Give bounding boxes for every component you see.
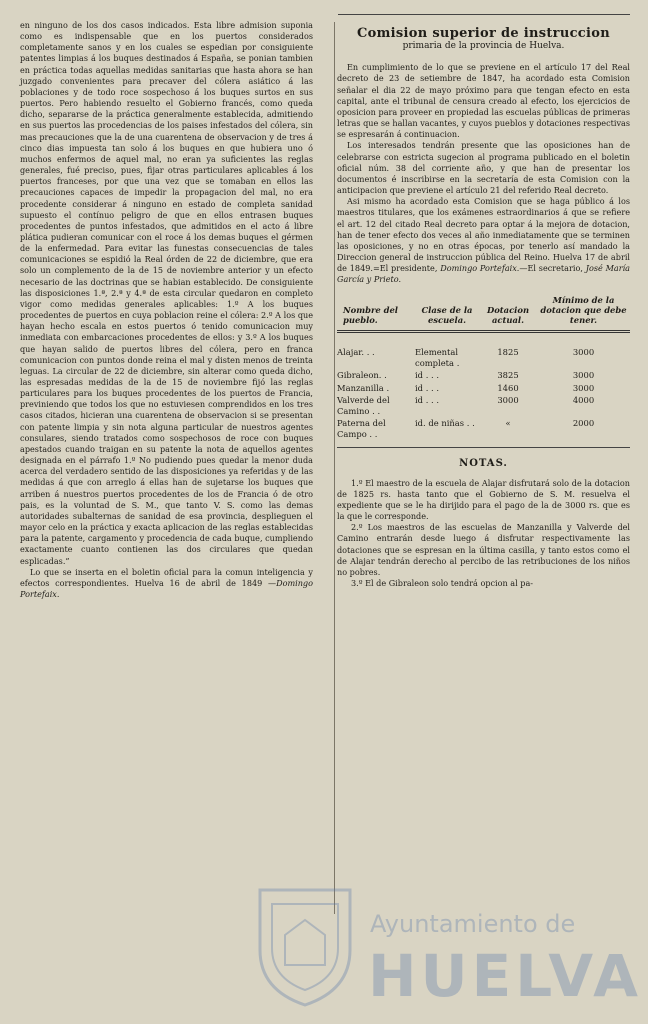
section-subtitle: primaria de la provincia de Huelva. [402, 41, 565, 52]
cell-dotacion: 1460 [497, 382, 519, 393]
column-divider [334, 22, 335, 914]
right-paragraph-1: En cumplimiento de lo que se previene en el artículo 17 del Real decreto de 23 de setiembre de 1847, ha acordado esta Comision señalar el dia 22 de mayo próximo para que tengan efecto en esta capital, ante el tribunal de censura creado al efecto, los ejercicios de oposicion para proveer en propiedad las escuelas públicas de primeras letras que se hallan vacantes, y cuyos pueblos y dotaciones respectivas se espresarán á continuacion. [337, 62, 630, 140]
cell-clase: Elemental completa . [415, 347, 460, 368]
cell-pueblo: Alajar. . . [337, 347, 375, 358]
header-minimo: Mínimo de la dotacion que debe tener. [540, 295, 627, 326]
cell-pueblo: Manzanilla . [337, 382, 390, 393]
cell-dotacion: 1825 [497, 347, 519, 358]
cell-clase: id . . . [415, 370, 440, 381]
top-rule [338, 14, 630, 15]
cell-minimo: 3000 [572, 347, 595, 358]
left-paragraph-1: en ninguno de los dos casos indicados. Esta libre admision suponia como es indispensable que en los puertos considerados completamente sanos y en los cuales se espedian por consiguiente patentes limpias á los buques destinados á España, se ponian tambien en práctica todas aquellas medidas sanitarias que hasta ahora se han juzgado convenientes para precaver del cólera asiático á las poblaciones y de todo roce sospechoso á los buques surtos en sus puertos. Pero habiendo resuelto el Gobierno francés, como queda dicho, separarse de la práctica generalmente establecida, admitiendo en sus puertos las procedencias de los paises infestados del cólera, sin mas precauciones que la de una cuarentena de observacion y de tres á cinco dias impuesta tan solo á los buques en que hubiera uno ó muchos enfermos de aquel mal, no eran ya suficientes las reglas generales, fué preciso, pues, fijar otras particulares aplicables á los puertos franceses, por que una vez que se tomaban en ellos las precauciones capaces de impedir la propagacion del mal, no era procedente considerar á ninguno en estado de completa sanidad supuesto el contínuo peligro de que en ellos entrasen buques procedentes de puntos infestados, que admitidos en el acto á libre plática pudieran comunicar con el roce á los demas buques el gérmen de la enfermedad. Para evitar las funestas consecuencias de tales comunicaciones se espidió la Real órden de 22 de diciembre, que era solo un complemento de la de 15 de noviembre anterior y un efecto necesario de las doctrinas que se habian establecido. De consiguiente las disposiciones 1.ª, 2.ª y 4.ª de esta circular quedaron en completo vigor como medidas generales aplicables: 1.º A los buques procedentes de puertos en cuya poblacion reine el cólera: 2.º A los que hayan hecho escala en estos puertos ó tenido comunicacion muy inmediata con embarcaciones procedentes de ellos: y 3.º A los buques que hayan salido de puertos libres del cólera, pero en franca comunicacion con puntos donde reina el mal y disten menos de treinta leguas. La circular de 22 de diciembre, sin alterar como queda dicho, las espresadas medidas de la de 15 de noviembre fijó las reglas particulares para los buques procedentes de los puertos de Francia, previniendo que todos los que no estuviesen comprendidos en los tres casos citados, hicieran una cuarentena de observacion si se presentan con patente limpia y sin nota alguna particular de nuestros agentes consulares, siendo tratados como sospechosos de roce con buques apestados cuando traigan en su patente la nota de aquellos agentes designada en el párrafo 1.º No pudiendo pues quedar la menor duda acerca del verdadero sentido de las disposiciones ya referidas y de las medidas á que con arreglo á ellas han de sujetarse los buques que arriben á nuestros puertos procedentes de los de Francia ó de otro pais, es la voluntad de S. M., que tanto V. S. como las demas autoridades subalternas de sanidad de esa provincia, desplieguen el mayor celo en la práctica y exacta aplicacion de las reglas establecidas para la patente, cargamento y procedencia de cada buque, cumpliendo exactamente cuanto contienen las dos circulares que quedan esplicadas.” [20, 20, 313, 566]
left-column [18, 20, 313, 1024]
watermark-line1: Ayuntamiento de [370, 910, 576, 938]
vacancies-table [337, 295, 630, 448]
cell-minimo: 4000 [572, 395, 595, 406]
cell-pueblo: Paterna del Campo . . [337, 418, 386, 439]
table-row [337, 395, 630, 416]
notes-heading: NOTAS. [459, 458, 508, 470]
cell-dotacion: 3000 [497, 395, 519, 406]
cell-dotacion: 3825 [497, 370, 519, 381]
header-clase: Clase de la escuela. [421, 305, 473, 326]
table-body [337, 333, 630, 448]
cell-minimo: 3000 [572, 382, 595, 393]
table-row [337, 347, 630, 368]
table-header [337, 295, 630, 333]
note-item: 3.º El de Gibraleon solo tendrá opcion al pa- [351, 578, 534, 588]
left-signature: Domingo Portefaix. [20, 577, 313, 599]
note-item: 2.º Los maestros de las escuelas de Manzanilla y Valverde del Camino entrarán desde luego á disfrutar respectivamente las dotaciones que se espresan en la última casilla, y tanto estos como el de Alajar tendrán derecho al percibo de las retribuciones de los niños no pobres. [337, 522, 630, 577]
header-dotacion: Dotacion actual. [486, 305, 530, 326]
right-column [331, 20, 630, 1024]
table-row [337, 418, 630, 439]
cell-pueblo: Gibraleon. . [337, 370, 387, 381]
right-paragraph-2: Los interesados tendrán presente que las oposiciones han de celebrarse con estricta sugecion al programa publicado en el boletin oficial núm. 38 del corriente año, y que han de presentar los documentos é inscribirse en la secretaría de esta Comision con la anticipacion que previene el artículo 21 del referido Real decreto. [337, 140, 630, 196]
table-row [337, 370, 630, 381]
notes-list [337, 478, 630, 590]
secretary-name: José María García y Prieto. [337, 263, 630, 285]
cell-clase: id . . . [415, 382, 440, 393]
president-name: Domingo Portefaix. [440, 263, 520, 274]
cell-minimo: 2000 [572, 418, 595, 429]
note-item: 1.º El maestro de la escuela de Alajar disfrutará solo de la dotacion de 1825 rs. hasta tanto que el Gobierno de S. M. resuelva el expediente que se le ha dirijido para el pago de la de 3000 rs. que es la que le corresponde. [337, 477, 630, 522]
header-pueblo: Nombre del pueblo. [343, 305, 398, 326]
right-paragraph-3: Asi mismo ha acordado esta Comision que se haga público á los maestros titulares, que los exámenes estraordinarios á que se refiere el art. 12 del citado Real decreto para optar á la mejora de dotacion, han de tener efecto dos veces al año inmediatamente que se terminen las oposiciones, y no en otras épocas, por tenerlo así mandado la Direccion general de instruccion pública del Reino. Huelva 17 de abril de 1849.=El presidente, Domingo Portefaix.—El secretario, José María García y Prieto. [337, 196, 630, 285]
table-row [337, 383, 630, 394]
cell-clase: id . . . [415, 395, 440, 406]
left-paragraph-2: Lo que se inserta en el boletin oficial para la comun inteligencia y efectos correspondientes. Huelva 16 de abril de 1849 —Domingo Portefaix. [20, 566, 313, 599]
section-title: Comision superior de instruccion [357, 26, 610, 41]
watermark-line2: HUELVA [368, 942, 643, 1010]
cell-dotacion: « [505, 418, 511, 429]
cell-pueblo: Valverde del Camino . . [337, 395, 390, 416]
cell-minimo: 3000 [572, 370, 595, 381]
cell-clase: id. de niñas . . [415, 418, 475, 429]
